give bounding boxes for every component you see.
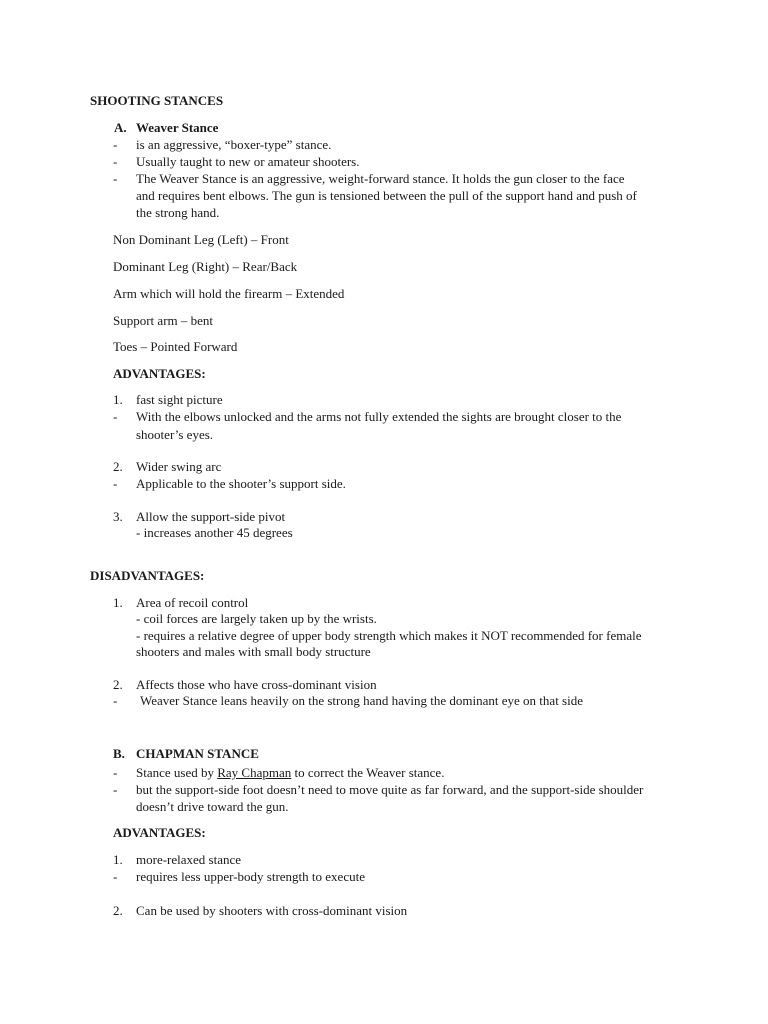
list-number: 1. (113, 852, 123, 867)
list-number: 1. (113, 595, 123, 610)
disadvantage-detail-line: - requires a relative degree of upper body strength which makes it NOT recommended for female (136, 628, 642, 643)
disadvantage-detail-line: - coil forces are largely taken up by the wrists. (136, 611, 377, 626)
list-number: 3. (113, 509, 123, 524)
chapman-bullet-2-line: but the support-side foot doesn’t need to move quite as far forward, and the support-side shoulder (136, 782, 644, 797)
section-b-label: B. (113, 746, 125, 761)
advantage-item: fast sight picture (136, 392, 223, 407)
chapman-bullet-1-post: to correct the Weaver stance. (291, 765, 445, 780)
advantage-detail-line: shooter’s eyes. (136, 427, 214, 442)
disadvantage-item: Affects those who have cross-dominant vision (136, 677, 377, 692)
section-a-heading: Weaver Stance (136, 120, 219, 135)
advantage-detail-line: Applicable to the shooter’s support side. (136, 476, 346, 491)
bullet-marker: - (113, 693, 118, 708)
chapman-bullet-1-pre: Stance used by (136, 765, 218, 780)
stance-detail-line: Arm which will hold the firearm – Extended (113, 286, 345, 301)
advantage-item: Allow the support-side pivot (136, 509, 286, 524)
section-b-heading: CHAPMAN STANCE (136, 746, 259, 761)
list-number: 2. (113, 903, 123, 918)
bullet-marker: - (113, 765, 118, 780)
bullet-marker: - (113, 171, 118, 186)
weaver-bullet-3-line: the strong hand. (136, 205, 220, 220)
chapman-bullet-2-line: doesn’t drive toward the gun. (136, 799, 289, 814)
stance-detail-line: Non Dominant Leg (Left) – Front (113, 232, 289, 247)
bullet-marker: - (113, 154, 118, 169)
chapman-advantage-item: Can be used by shooters with cross-dominant vision (136, 903, 408, 918)
chapman-advantage-detail: requires less upper-body strength to execute (136, 869, 365, 884)
advantage-detail-line: - increases another 45 degrees (136, 525, 293, 540)
list-number: 2. (113, 459, 123, 474)
chapman-advantages-heading: ADVANTAGES: (113, 825, 206, 840)
stance-detail-line: Toes – Pointed Forward (113, 339, 238, 354)
chapman-advantage-item: more-relaxed stance (136, 852, 242, 867)
weaver-bullet-3-line: and requires bent elbows. The gun is tensioned between the pull of the support hand and push of (136, 188, 637, 203)
doc-title: SHOOTING STANCES (90, 93, 224, 108)
bullet-marker: - (113, 137, 118, 152)
disadvantage-detail-line: Weaver Stance leans heavily on the strong hand having the dominant eye on that side (140, 693, 583, 708)
list-number: 2. (113, 677, 123, 692)
weaver-bullet-1: is an aggressive, “boxer-type” stance. (136, 137, 332, 152)
bullet-marker: - (113, 869, 118, 884)
list-number: 1. (113, 392, 123, 407)
advantages-heading: ADVANTAGES: (113, 366, 206, 381)
disadvantage-detail-line: shooters and males with small body structure (136, 644, 371, 659)
advantage-detail-line: With the elbows unlocked and the arms not fully extended the sights are brought closer to the (136, 409, 622, 424)
disadvantages-heading: DISADVANTAGES: (90, 568, 205, 583)
ray-chapman-link[interactable]: Ray Chapman (217, 765, 292, 780)
disadvantage-item: Area of recoil control (136, 595, 249, 610)
stance-detail-line: Dominant Leg (Right) – Rear/Back (113, 259, 298, 274)
bullet-marker: - (113, 476, 118, 491)
bullet-marker: - (113, 782, 118, 797)
bullet-marker: - (113, 409, 118, 424)
stance-detail-line: Support arm – bent (113, 313, 214, 328)
chapman-bullet-1 (136, 765, 444, 781)
weaver-bullet-3-line: The Weaver Stance is an aggressive, weight-forward stance. It holds the gun closer to the face (136, 171, 625, 186)
advantage-item: Wider swing arc (136, 459, 222, 474)
weaver-bullet-2: Usually taught to new or amateur shooters. (136, 154, 360, 169)
section-a-label: A. (114, 120, 127, 135)
